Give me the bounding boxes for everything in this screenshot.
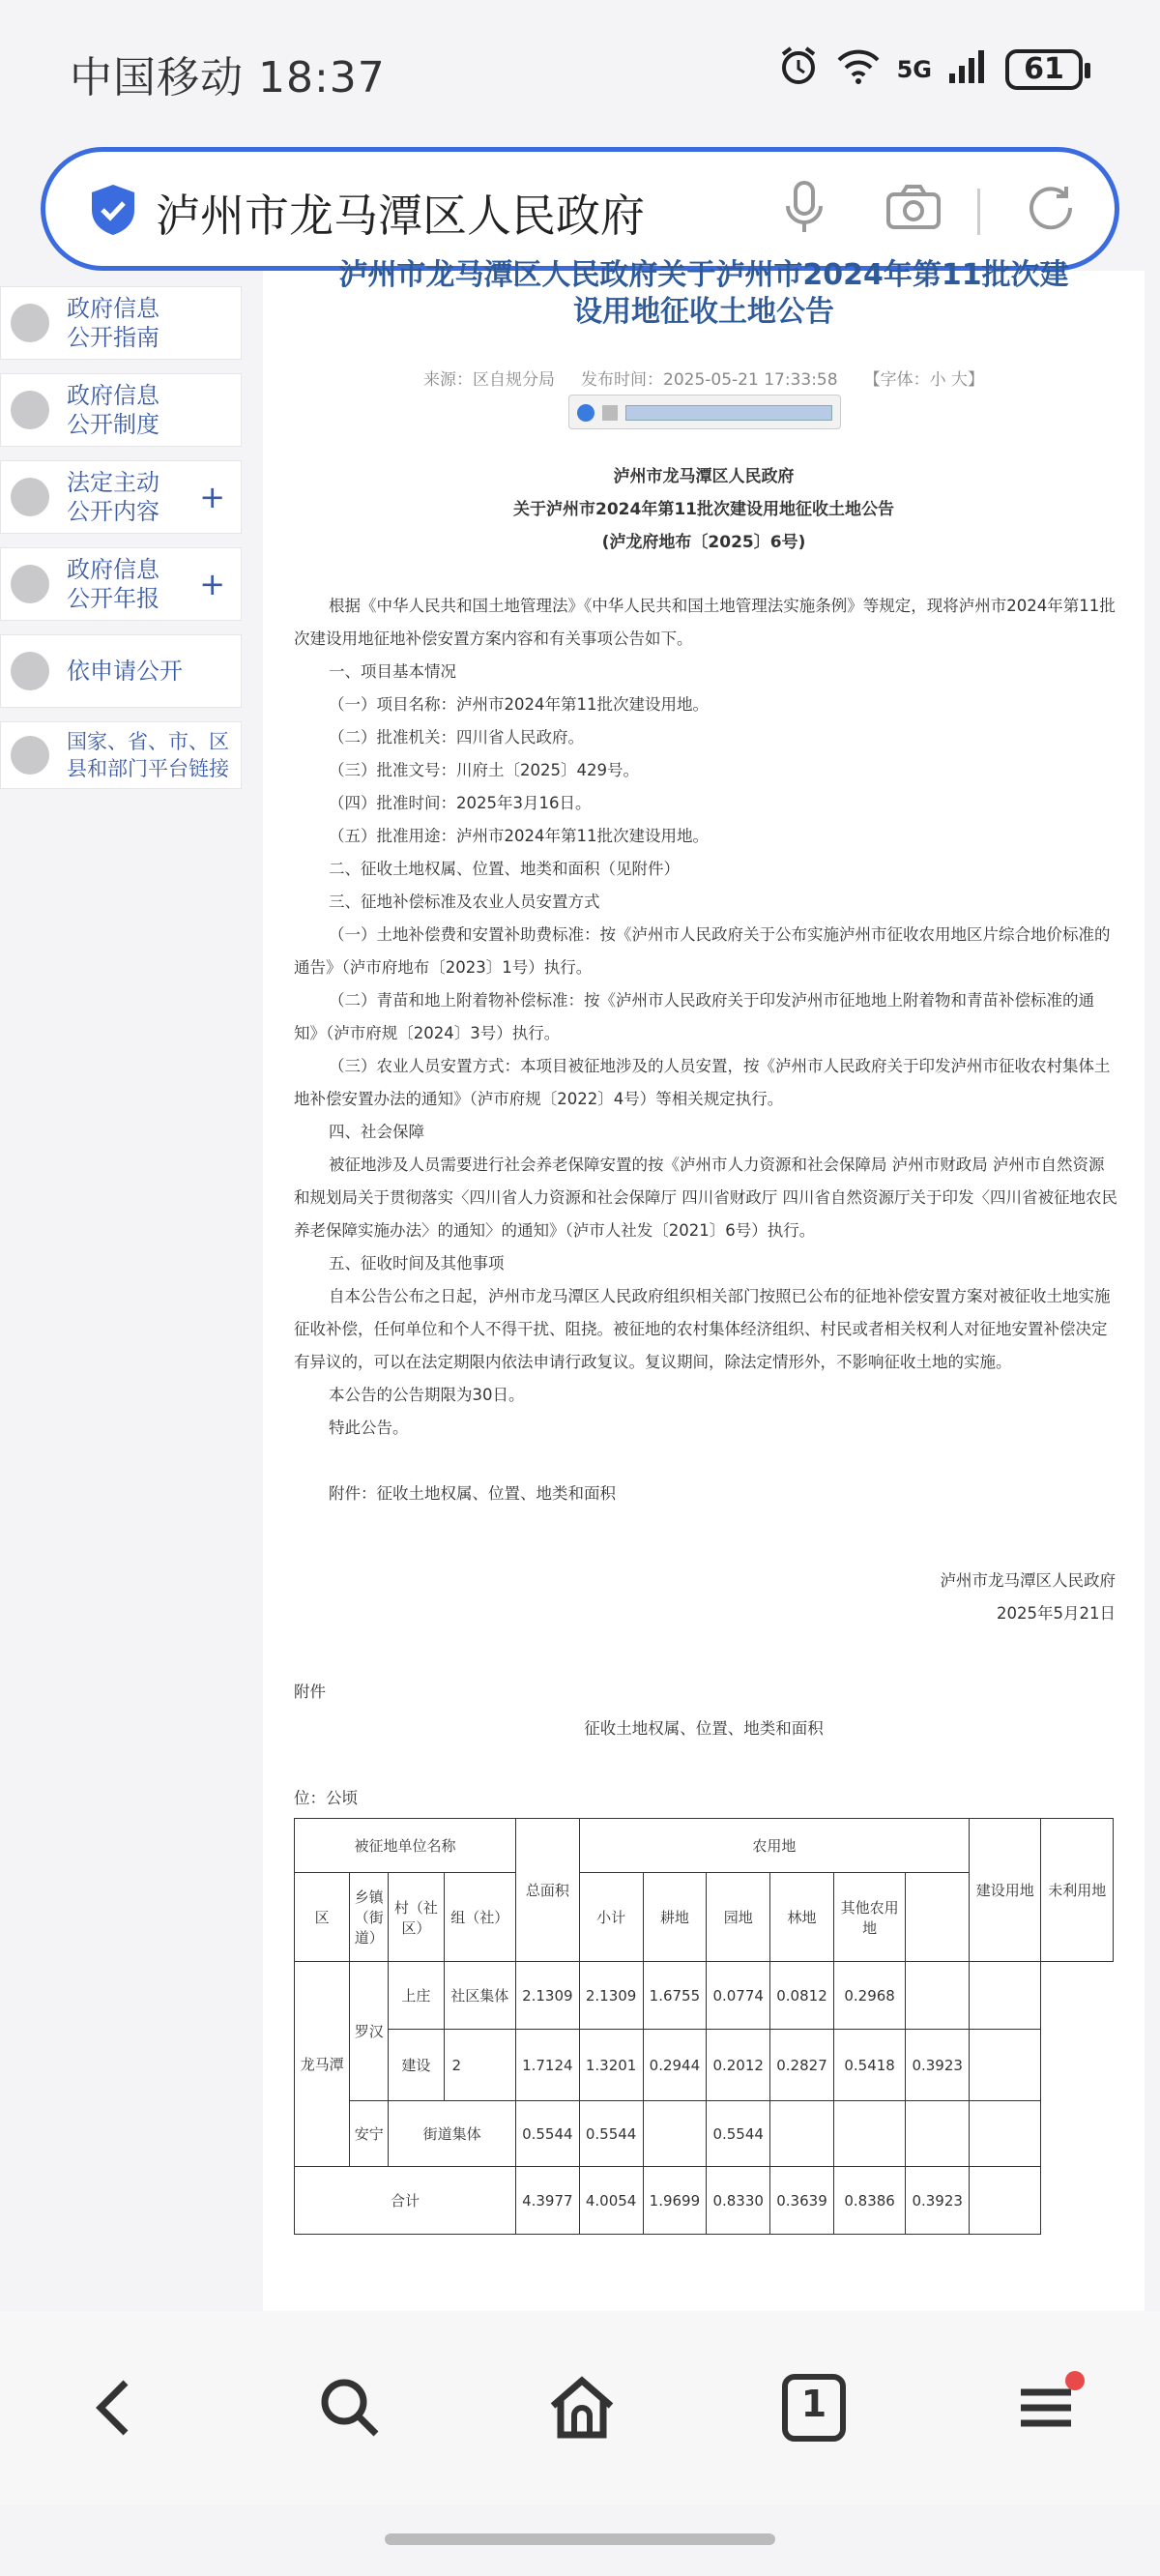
paragraph: （三）农业人员安置方式：本项目被征地涉及的人员安置，按《泸州市人民政府关于印发泸州市征收农村集体土地补偿安置办法的通知》（泸市府规〔2022〕4号）等相关规定执行。 [294, 1057, 1111, 1108]
cell: 1.9699 [643, 2167, 707, 2235]
cell [906, 2101, 970, 2167]
stop-icon[interactable] [602, 405, 618, 421]
paragraph: 根据《中华人民共和国土地管理法》《中华人民共和国土地管理法实施条例》等规定，现将泸州市2024年第11批次建设用地征地补偿安置方案内容和有关事项公告如下。 [294, 597, 1116, 648]
microphone-icon[interactable] [782, 179, 826, 241]
header-cell: 总面积 [515, 1819, 579, 1962]
paragraph: （二）批准机关：四川省人民政府。 [329, 728, 584, 746]
heading-line: 泸州市龙马潭区人民政府 [613, 467, 795, 486]
sidebar-item-system[interactable] [0, 373, 242, 447]
header-cell: 未利用地 [1041, 1819, 1114, 1962]
sign-org: 泸州市龙马潭区人民政府 [940, 1571, 1116, 1590]
table-sum-row [295, 2167, 1114, 2235]
search-icon[interactable] [311, 2369, 389, 2446]
home-indicator[interactable] [385, 2533, 775, 2545]
alarm-icon [777, 44, 820, 94]
carrier-time: 中国移动 18:37 [70, 53, 386, 102]
sidebar-item-active-disclosure[interactable] [0, 460, 242, 534]
tabs-icon[interactable] [775, 2369, 853, 2446]
cell: 0.2012 [707, 2030, 770, 2101]
attachment-label: 附件 [294, 1683, 326, 1701]
paragraph: （四）批准时间：2025年3月16日。 [329, 794, 592, 812]
sidebar [0, 286, 242, 803]
heading-line: (泸龙府地布〔2025〕6号) [601, 533, 806, 552]
sidebar-item-annual-report[interactable] [0, 547, 242, 621]
cell: 安宁 [350, 2101, 389, 2167]
building-icon [11, 736, 49, 775]
cell [643, 2101, 707, 2167]
battery-icon: 61 [1005, 49, 1083, 90]
signature [941, 1565, 1116, 1630]
cell: 0.5544 [707, 2101, 770, 2167]
divider [977, 189, 980, 235]
address-bar[interactable] [41, 147, 1119, 271]
cell: 街道集体 [389, 2101, 516, 2167]
tab-count: 1 [800, 2383, 827, 2425]
cell: 0.3923 [906, 2167, 970, 2235]
unit-label: 位：公顷 [294, 1789, 358, 1807]
expand-icon[interactable]: + [199, 479, 225, 515]
cell: 4.3977 [515, 2167, 579, 2235]
article-body [294, 590, 1117, 1510]
sidebar-item-label: 国家、省、市、区 县和部门平台链接 [67, 730, 229, 780]
paragraph: 自本公告公布之日起，泸州市龙马潭区人民政府组织相关部门按照已公布的征地补偿安置方案对被征收土地实施征收补偿，任何单位和个人不得干扰、阻挠。被征地的农村集体经济组织、村民或者相关权利人对征地安置补偿决定有异议的，可以在法定期限内依法申请行政复议。复议期间，除法定情形外，不影响征收土地的实施。 [294, 1287, 1111, 1371]
paragraph: 一、项目基本情况 [329, 662, 456, 681]
cell: 1.6755 [643, 1962, 707, 2030]
land-table [294, 1818, 1114, 2235]
sidebar-item-label: 依申请公开 [67, 658, 183, 685]
cell: 0.3639 [770, 2167, 834, 2235]
cell: 1.3201 [579, 2030, 643, 2101]
cell: 2.1309 [579, 1962, 643, 2030]
cell: 0.3923 [906, 2030, 970, 2101]
cell: 0.2827 [770, 2030, 834, 2101]
article-meta [263, 366, 1145, 390]
cell: 0.5418 [833, 2030, 905, 2101]
search-query[interactable]: 泸州市龙马潭区人民政府 [156, 190, 645, 242]
header-cell: 乡镇 （街 道） [350, 1873, 389, 1962]
cell: 龙马潭 [295, 1962, 350, 2167]
heading-line: 关于泸州市2024年第11批次建设用地征收土地公告 [513, 500, 894, 519]
cell [970, 2030, 1041, 2101]
sidebar-item-platform-links[interactable] [0, 721, 242, 789]
bottom-nav [0, 2311, 1160, 2504]
cell: 0.0774 [707, 1962, 770, 2030]
attachment-title: 征收土地权属、位置、地类和面积 [584, 1719, 824, 1738]
paragraph: （一）项目名称：泸州市2024年第11批次建设用地。 [329, 695, 709, 714]
attachment-note: 附件：征收土地权属、位置、地类和面积 [329, 1484, 616, 1503]
cell: 0.8386 [833, 2167, 905, 2235]
paragraph: 二、征收土地权属、位置、地类和面积（见附件） [329, 860, 680, 878]
cell: 合计 [295, 2167, 516, 2235]
signal-icon [947, 46, 990, 92]
eye-icon [11, 652, 49, 690]
header-cell: 耕地 [643, 1873, 707, 1962]
page-title [263, 257, 1145, 331]
menu-icon[interactable] [1007, 2369, 1085, 2446]
cell: 0.2944 [643, 2030, 707, 2101]
cell [970, 1962, 1041, 2030]
folder-icon [11, 304, 49, 342]
cell: 上庄 [389, 1962, 444, 2030]
paragraph: （一）土地补偿费和安置补助费标准：按《泸州市人民政府关于公布实施泸州市征收农用地区片综合地价标准的通告》（泸市府地布〔2023〕1号）执行。 [294, 925, 1111, 977]
paragraph: 被征地涉及人员需要进行社会养老保障安置的按《泸州市人力资源和社会保障局 泸州市财政局 泸州市自然资源和规划局关于贯彻落实〈四川省人力资源和社会保障厅 四川省财政厅 四川省自然资源厅关于印发〈四川省被征地农民养老保障实施办法〉的通知〉的通知》（泸市人社发〔2021〕6号）执行。 [294, 1156, 1117, 1240]
article-content [263, 258, 1145, 2311]
cell: 0.0812 [770, 1962, 834, 2030]
cell: 0.5544 [515, 2101, 579, 2167]
font-size-toggle[interactable]: 【字体：小 大】 [863, 370, 985, 390]
cell: 罗汉 [350, 1962, 389, 2101]
sidebar-item-request[interactable] [0, 634, 242, 708]
list-icon [11, 478, 49, 516]
paragraph: （三）批准文号：川府土〔2025〕429号。 [329, 761, 639, 779]
sidebar-item-label: 法定主动 公开内容 [67, 469, 160, 525]
paragraph: （二）青苗和地上附着物补偿标准：按《泸州市人民政府关于印发泸州市征地地上附着物和青苗补偿标准的通知》（泸市府规〔2024〕3号）执行。 [294, 991, 1094, 1042]
cell [970, 2101, 1041, 2167]
reload-icon[interactable] [1024, 181, 1078, 239]
cell: 2.1309 [515, 1962, 579, 2030]
title-line: 泸州市龙马潭区人民政府关于泸州市2024年第11批次建 [338, 258, 1069, 292]
header-cell: 村（社 区） [389, 1873, 444, 1962]
sign-date: 2025年5月21日 [997, 1604, 1116, 1623]
header-cell: 建设用地 [970, 1819, 1041, 1962]
audio-player[interactable] [568, 395, 841, 429]
header-cell: 林地 [770, 1873, 834, 1962]
play-icon[interactable] [577, 404, 594, 422]
status-bar [0, 0, 1160, 145]
shield-icon [88, 183, 138, 237]
status-icons [777, 44, 1083, 94]
sidebar-item-label: 政府信息 公开指南 [67, 295, 160, 351]
paragraph: 四、社会保障 [329, 1123, 424, 1141]
header-cell: 被征地单位名称 [295, 1819, 516, 1873]
publish-time: 发布时间：2025-05-21 17:33:58 [581, 370, 838, 390]
table-row [295, 1962, 1114, 2030]
cell: 2 [444, 2030, 515, 2101]
table-row [295, 2101, 1114, 2167]
document-heading [263, 460, 1145, 559]
home-icon[interactable] [543, 2369, 621, 2446]
audio-progress[interactable] [625, 405, 832, 421]
cell [770, 2101, 834, 2167]
cell: 建设 [389, 2030, 444, 2101]
table-row [295, 2030, 1114, 2101]
back-icon[interactable] [77, 2369, 155, 2446]
header-cell: 园地 [707, 1873, 770, 1962]
report-icon [11, 565, 49, 603]
paragraph: 本公告的公告期限为30日。 [329, 1386, 525, 1404]
camera-icon[interactable] [884, 183, 942, 235]
expand-icon[interactable]: + [199, 566, 225, 602]
sidebar-item-label: 政府信息 公开制度 [67, 382, 160, 438]
paragraph: 五、征收时间及其他事项 [329, 1254, 505, 1273]
paragraph: 三、征地补偿标准及农业人员安置方式 [329, 893, 600, 911]
header-cell: 农用地 [579, 1819, 969, 1873]
paragraph: （五）批准用途：泸州市2024年第11批次建设用地。 [329, 827, 709, 845]
cell [906, 1962, 970, 2030]
header-cell: 区 [295, 1873, 350, 1962]
wifi-icon [835, 46, 882, 92]
paragraph: 特此公告。 [329, 1419, 409, 1437]
cell: 1.7124 [515, 2030, 579, 2101]
sidebar-item-guide[interactable] [0, 286, 242, 360]
header-cell: 组（社） [444, 1873, 515, 1962]
cell: 0.8330 [707, 2167, 770, 2235]
header-cell: 其他农用 地 [833, 1873, 905, 1962]
header-cell: 小计 [579, 1873, 643, 1962]
cell: 0.5544 [579, 2101, 643, 2167]
title-line: 设用地征收土地公告 [573, 295, 834, 329]
sidebar-item-label: 政府信息 公开年报 [67, 556, 160, 612]
document-icon [11, 391, 49, 429]
cell [970, 2167, 1041, 2235]
cell: 4.0054 [579, 2167, 643, 2235]
source: 来源：区自规分局 [422, 370, 555, 390]
cell [833, 2101, 905, 2167]
cell: 社区集体 [444, 1962, 515, 2030]
network-label: 5G [896, 55, 932, 83]
table-header-row [295, 1819, 1114, 1873]
cell: 0.2968 [833, 1962, 905, 2030]
